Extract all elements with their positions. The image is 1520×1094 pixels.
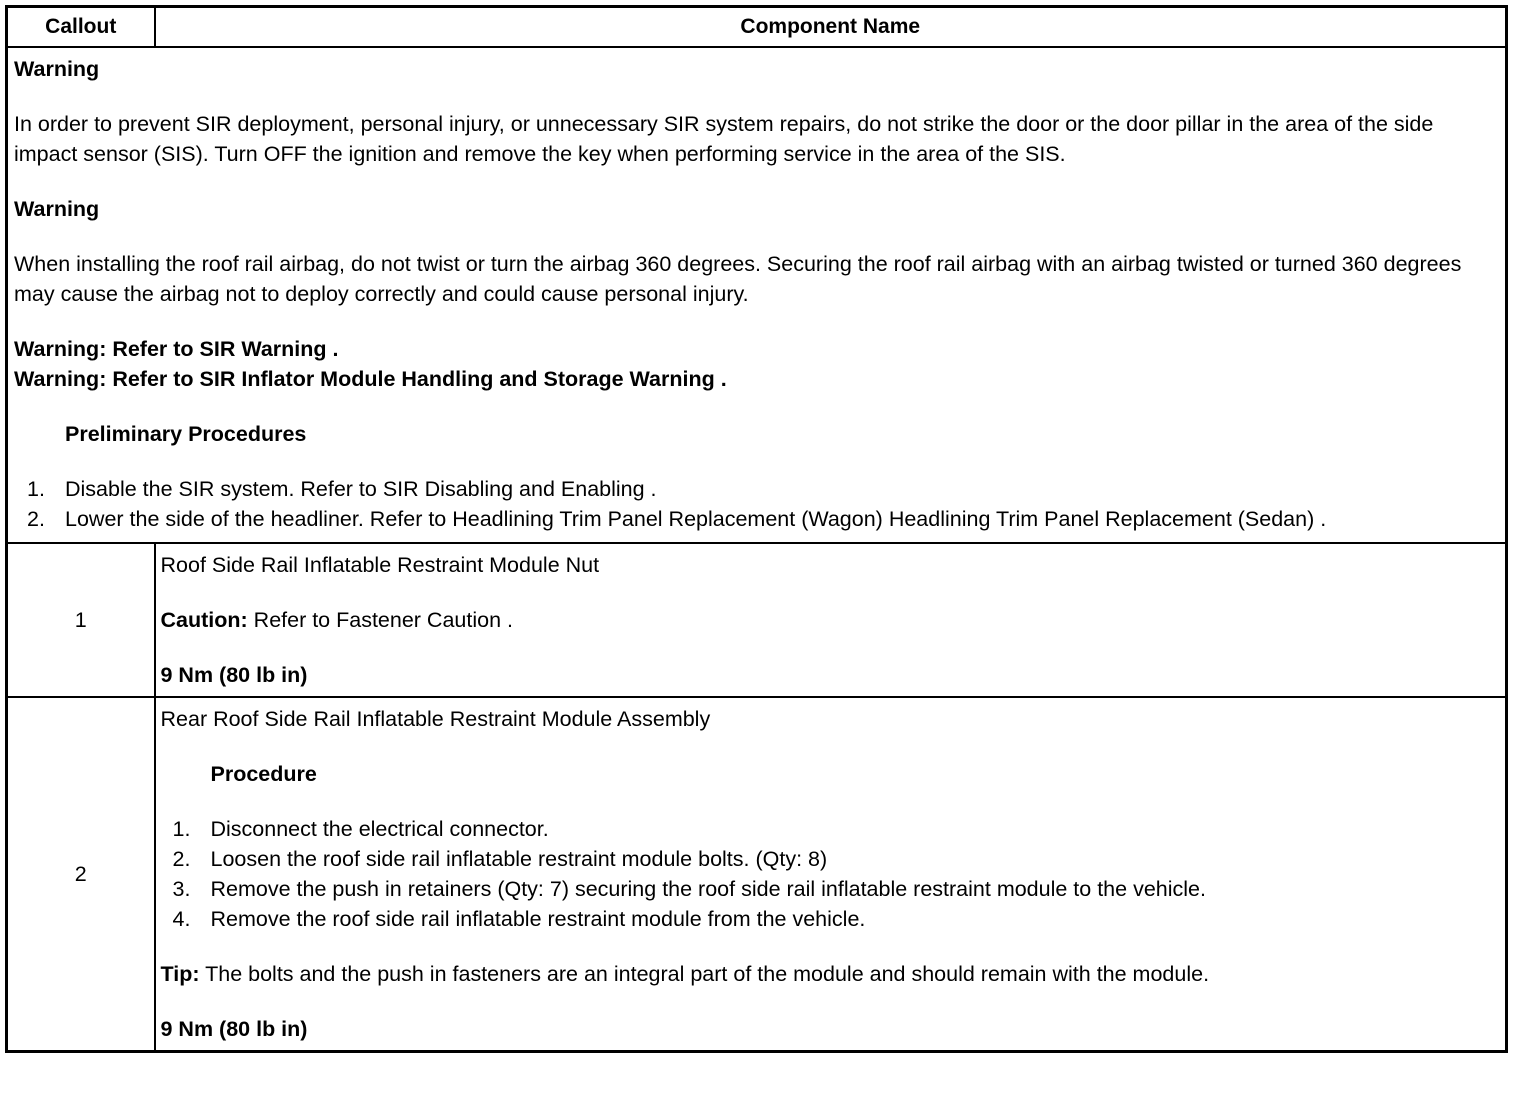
callout-number: 1 [7, 543, 155, 697]
warning-label: Warning [14, 197, 100, 221]
component-table [5, 5, 1508, 1053]
warning-text: When installing the roof rail airbag, do not twist or turn the airbag 360 degrees. Securing the roof rail airbag with an airbag twisted or turned 360 degrees may cause the airbag not to deploy correctly and could cause personal injury. [14, 252, 1462, 306]
list-item [161, 874, 1500, 904]
component-cell [155, 697, 1507, 1052]
procedure-steps-list [161, 814, 1500, 934]
warning-text: In order to prevent SIR deployment, personal injury, or unnecessary SIR system repairs, do not strike the door or the door pillar in the area of the side impact sensor (SIS). Turn OFF the ignition and remove the key when performing service in the area of the SIS. [14, 112, 1434, 166]
step-text: Disconnect the electrical connector. [210, 817, 549, 841]
torque-spec: 9 Nm (80 lb in) [160, 663, 308, 687]
list-item [14, 504, 1499, 534]
step-number: 4. [172, 907, 191, 931]
caution-note [161, 605, 1500, 635]
component-name: Roof Side Rail Inflatable Restraint Module Nut [160, 553, 600, 577]
tip-label: Tip: [160, 962, 200, 986]
intro-cell [7, 47, 1507, 543]
step-number: 1. [27, 477, 45, 501]
component-name-header: Component Name [155, 7, 1507, 48]
callout-number: 2 [7, 697, 155, 1052]
step-text: Lower the side of the headliner. Refer to Headlining Trim Panel Replacement (Wagon) Headlining Trim Panel Replacement (Sedan) . [65, 507, 1327, 531]
preliminary-procedures-heading: Preliminary Procedures [65, 422, 307, 446]
step-text: Remove the push in retainers (Qty: 7) securing the roof side rail inflatable restraint module to the vehicle. [210, 877, 1206, 901]
component-name: Rear Roof Side Rail Inflatable Restraint Module Assembly [160, 707, 711, 731]
list-item [14, 474, 1499, 504]
warning-reference: Warning: Refer to SIR Warning . [14, 337, 339, 361]
callout-header: Callout [7, 7, 155, 48]
caution-text: Refer to Fastener Caution . [247, 608, 513, 632]
step-number: 3. [172, 877, 191, 901]
torque-spec: 9 Nm (80 lb in) [160, 1017, 308, 1041]
table-row [7, 543, 1507, 697]
step-number: 1. [172, 817, 191, 841]
list-item [161, 814, 1500, 844]
header-row [7, 7, 1507, 48]
list-item [161, 904, 1500, 934]
caution-label: Caution: [160, 608, 248, 632]
table-row [7, 697, 1507, 1052]
tip-text: The bolts and the push in fasteners are an integral part of the module and should remain with the module. [199, 962, 1210, 986]
list-item [161, 844, 1500, 874]
step-number: 2. [172, 847, 191, 871]
step-number: 2. [27, 507, 45, 531]
component-cell [155, 543, 1507, 697]
step-text: Loosen the roof side rail inflatable restraint module bolts. (Qty: 8) [210, 847, 828, 871]
procedure-heading: Procedure [210, 762, 317, 786]
warning-reference: Warning: Refer to SIR Inflator Module Handling and Storage Warning . [14, 367, 727, 391]
preliminary-steps-list [14, 474, 1499, 534]
step-text: Remove the roof side rail inflatable restraint module from the vehicle. [210, 907, 866, 931]
intro-row [7, 47, 1507, 543]
tip-note [161, 959, 1500, 989]
step-text: Disable the SIR system. Refer to SIR Disabling and Enabling . [65, 477, 657, 501]
warning-label: Warning [14, 57, 100, 81]
